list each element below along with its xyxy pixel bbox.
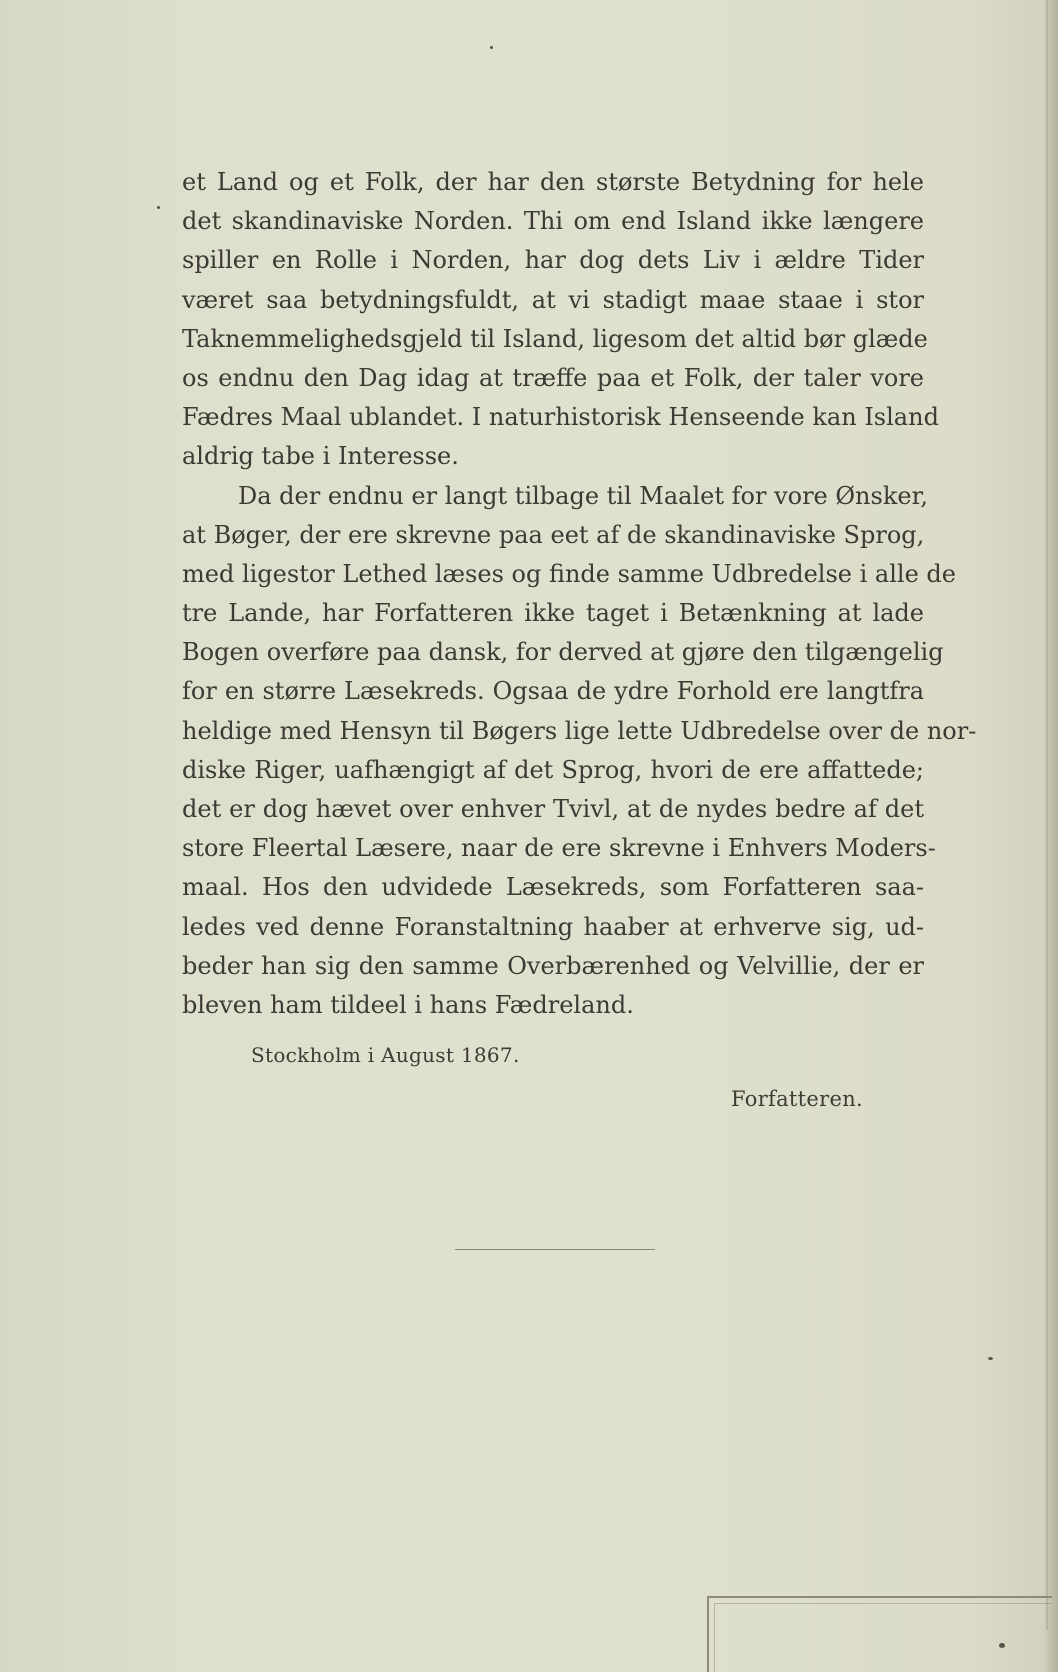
ink-speck [999, 1643, 1005, 1648]
text-line: store Fleertal Læsere, naar de ere skrevne i Enhvers Moders- [182, 834, 936, 863]
ink-speck [988, 1357, 993, 1360]
ink-speck [490, 46, 493, 49]
text-line: Fædres Maal ublandet. I naturhistorisk Henseende kan Island [182, 403, 939, 432]
text-line: det er dog hævet over enhver Tvivl, at de nydes bedre af det [182, 795, 924, 823]
text-line: Taknemmelighedsgjeld til Island, ligesom det altid bør glæde [182, 324, 928, 353]
text-line: heldige med Hensyn til Bøgers lige lette Udbredelse over de nor- [182, 716, 977, 745]
ink-speck [157, 206, 160, 209]
page-edge-line [1046, 0, 1048, 1630]
text-line: beder han sig den samme Overbærenhed og Velvillie, der er [182, 951, 924, 980]
text-line: det skandinaviske Norden. Thi om end Island ikke længere [182, 207, 924, 236]
text-line: været saa betydningsfuldt, at vi stadigt maae staae i stor [182, 285, 924, 314]
text-line: et Land og et Folk, der har den største Betydning for hele [182, 168, 924, 196]
section-divider-rule [455, 1249, 655, 1250]
text-line: aldrig tabe i Interesse. [182, 442, 459, 471]
text-line: Da der endnu er langt tilbage til Maalet for vore Ønsker, [238, 481, 929, 510]
preface-text [182, 163, 977, 1025]
text-line: spiller en Rolle i Norden, har dog dets Liv i ældre Tider [182, 246, 924, 275]
text-line: bleven ham tildeel i hans Fædreland. [182, 990, 634, 1019]
text-line: maal. Hos den udvidede Læsekreds, som Forfatteren saa- [182, 873, 924, 902]
text-line: for en større Læsekreds. Ogsaa de ydre Forhold ere langtfra [182, 677, 924, 706]
text-line: os endnu den Dag idag at træffe paa et Folk, der taler vore [182, 363, 924, 392]
author-signature: Forfatteren. [731, 1087, 863, 1111]
text-line: diske Riger, uafhængigt af det Sprog, hvori de ere affattede; [182, 755, 924, 784]
text-line: Bogen overføre paa dansk, for derved at gjøre den tilgængelig [182, 638, 944, 667]
text-line: tre Lande, har Forfatteren ikke taget i Betænkning at lade [182, 599, 924, 628]
place-and-date: Stockholm i August 1867. [251, 1043, 520, 1067]
text-line: at Bøger, der ere skrevne paa eet af de skandinaviske Sprog, [182, 520, 925, 549]
library-stamp-inner-frame [714, 1603, 1052, 1672]
text-line: ledes ved denne Foranstaltning haaber at erhverve sig, ud- [182, 912, 924, 941]
text-line: med ligestor Lethed læses og finde samme Udbredelse i alle de [182, 559, 956, 588]
